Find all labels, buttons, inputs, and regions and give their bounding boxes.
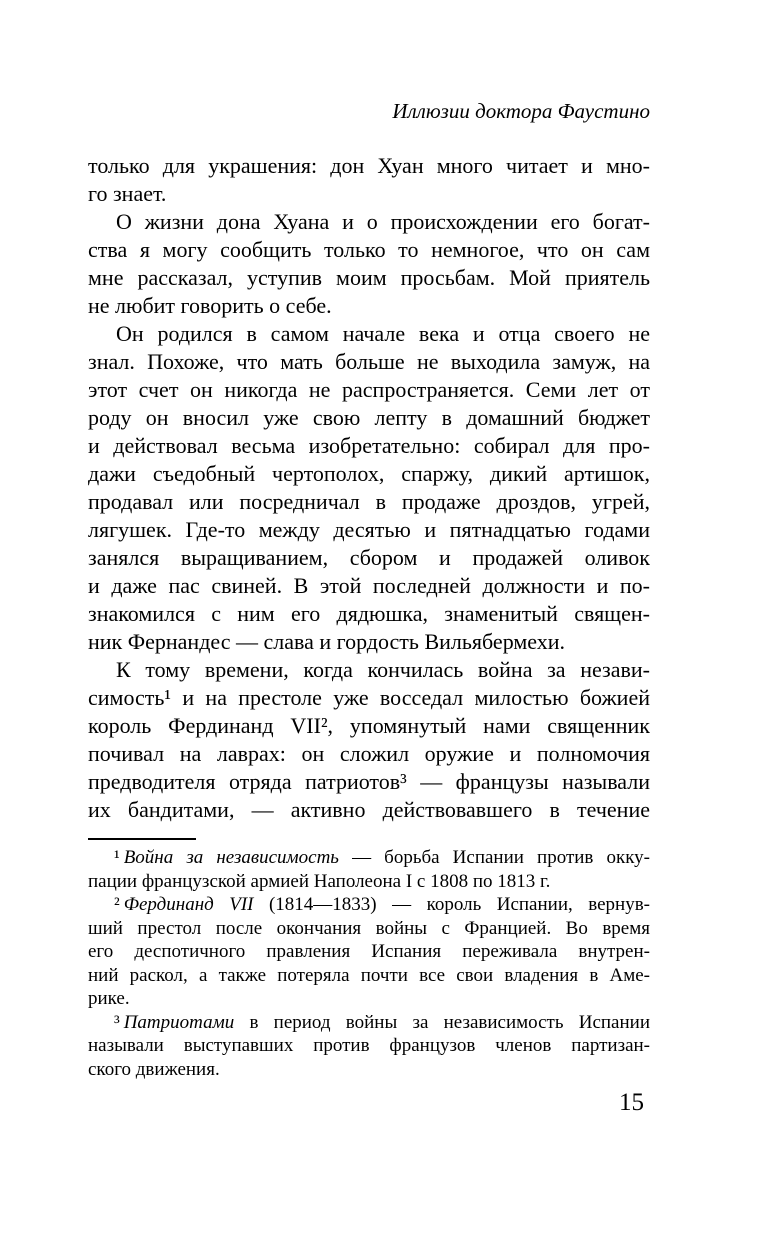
running-header: Иллюзии доктора Фаустино <box>392 99 650 123</box>
footnote-marker: ² <box>114 894 120 915</box>
footnote-line <box>88 846 650 870</box>
footnote-term: Война за независимость <box>123 847 339 868</box>
body-line: лягушек. Где-то между десятью и пятнадцатью годами <box>88 517 650 542</box>
footnote-line: ний раскол, а также потеряла почти все свои владения в Аме- <box>88 964 650 986</box>
body-line: знал. Похоже, что мать больше не выходила замуж, на <box>88 349 650 374</box>
footnote-text: в период войны за независимость Испании <box>249 1011 650 1033</box>
footnote-line: называли выступавших против французов членов партизан- <box>88 1035 650 1056</box>
body-line: го знает. <box>88 181 167 206</box>
footnote-line: ского движения. <box>88 1058 220 1080</box>
footnote-line: пации французской армией Наполеона I с 1808 по 1813 г. <box>88 870 551 892</box>
body-line: знакомился с ним его дядюшка, знаменитый священ- <box>88 601 650 626</box>
footnote-line: его деспотичного правления Испания переживала внутрен- <box>88 941 650 962</box>
page-number: 15 <box>619 1089 644 1116</box>
body-line: мне рассказал, уступив моим просьбам. Мой приятель <box>88 265 650 290</box>
footnote-3 <box>88 1011 650 1082</box>
footnote-term: Патриотами <box>123 1011 235 1033</box>
body-line: не любит говорить о себе. <box>88 293 332 318</box>
body-line: Он родился в самом начале века и отца своего не <box>116 321 650 346</box>
footnote-line <box>88 1011 650 1035</box>
body-line: этот счет он никогда не распространяется. Семи лет от <box>88 377 650 402</box>
body-line: предводителя отряда патриотов³ — французы называли <box>88 769 650 794</box>
footnote-2 <box>88 893 650 1011</box>
footnote-term: Фердинанд VII <box>123 894 254 915</box>
footnote-text: (1814—1833) — король Испании, вернув- <box>268 894 650 915</box>
body-line: и даже пас свиней. В этой последней должности и по- <box>88 573 650 598</box>
body-line: О жизни дона Хуана и о происхождении его богат- <box>116 209 650 234</box>
body-line: роду он вносил уже свою лепту в домашний бюджет <box>88 405 650 430</box>
footnote-separator-rule <box>88 838 196 840</box>
body-line: дажи съедобный чертополох, спаржу, дикий артишок, <box>88 461 650 486</box>
body-line: почивал на лаврах: он сложил оружие и полномочия <box>88 741 650 766</box>
footnote-text: — борьба Испании против окку- <box>352 847 650 868</box>
body-line: ник Фернандес — слава и гордость Вильябермехи. <box>88 629 566 654</box>
body-line: только для украшения: дон Хуан много читает и мно- <box>88 153 650 178</box>
footnote-1 <box>88 846 650 893</box>
footnotes <box>88 846 650 1081</box>
footnote-line: ший престол после окончания войны с Францией. Во время <box>88 917 650 939</box>
footnote-marker: ³ <box>114 1011 120 1033</box>
footnote-marker: ¹ <box>114 847 120 868</box>
body-line: К тому времени, когда кончилась война за незави- <box>116 657 650 682</box>
body-line: король Фердинанд VII², упомянутый нами священник <box>88 713 650 738</box>
body-line: продавал или посредничал в продаже дроздов, угрей, <box>88 489 650 514</box>
body-line: занялся выращиванием, сбором и продажей оливок <box>88 545 650 570</box>
body-text <box>88 152 650 824</box>
footnote-line <box>88 893 650 917</box>
body-line: и действовал весьма изобретательно: собирал для про- <box>88 433 650 458</box>
footnote-line: рике. <box>88 988 130 1009</box>
body-line: ства я могу сообщить только то немногое, что он сам <box>88 237 650 262</box>
body-line: симость¹ и на престоле уже восседал милостью божией <box>88 685 650 710</box>
body-line: их бандитами, — активно действовавшего в течение <box>88 797 650 822</box>
